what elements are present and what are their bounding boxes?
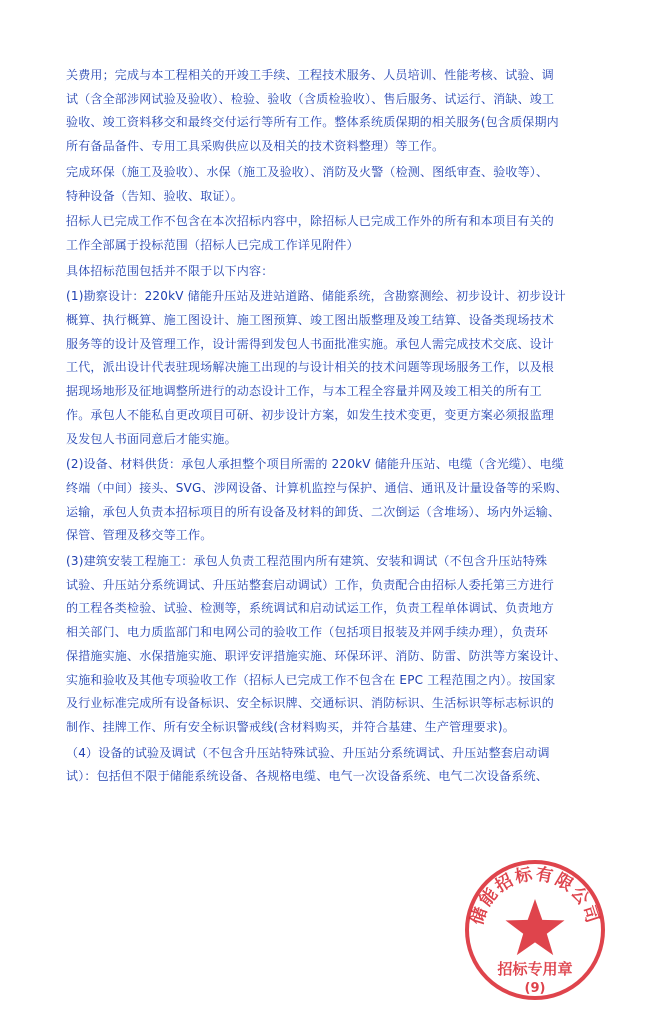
text-line: 相关部门、电力质监部门和电网公司的验收工作（包括项目报装及并网手续办理），负责环 [66,625,549,640]
text-line: (2)设备、材料供货：承包人承担整个项目所需的 220kV 储能升压站、电缆（含光缆）、电缆 [66,457,564,472]
text-line: 及发包人书面同意后才能实施。 [66,431,237,446]
text-line: 完成环保（施工及验收）、水保（施工及验收）、消防及火警（检测、图纸审查、验收等）、 [66,164,549,179]
paragraph-testing [66,742,606,789]
text-line: 运输，承包人负责本招标项目的所有设备及材料的卸货、二次倒运（含堆场）、场内外运输、 [66,504,561,519]
text-line: 验收、竣工资料移交和最终交付运行等所有工作。整体系统质保期的相关服务(包含质保期内 [66,115,559,130]
text-line: 实施和验收及其他专项验收工作（招标人已完成工作不包含在 EPC 工程范围之内）。按国家 [66,672,556,687]
seal-graphic [460,855,610,1005]
text-line: 及行业标准完成所有设备标识、安全标识牌、交通标识、消防标识、生活标识等标志标识的 [66,696,555,711]
document-body [66,64,606,789]
seal-top-text: 储能招标有限公司 [467,864,603,928]
text-line: 关费用；完成与本工程相关的开竣工手续、工程技术服务、人员培训、性能考核、试验、调 [66,68,555,82]
paragraph-design [66,285,606,451]
text-line: (1)勘察设计：220kV 储能升压站及进站道路、储能系统，含勘察测绘、初步设计、初步设计 [66,289,566,304]
text-line: 概算、执行概算、施工图设计、施工图预算、竣工图出版整理及竣工结算、设备类现场技术 [66,313,555,328]
text-line: 服务等的设计及管理工作，设计需得到发包人书面批准实施。承包人需完成技术交底、设计 [66,336,555,351]
paragraph-scope-exclusion [66,210,606,257]
text-line: 据现场地形及征地调整所进行的动态设计工作，与本工程全容量并网及竣工相关的所有工 [66,384,542,399]
text-line: 所有备品备件、专用工具采购供应以及相关的技术资料整理）等工作。 [66,139,445,154]
text-line: 作。承包人不能私自更改项目可研、初步设计方案，如发生技术变更，变更方案必须报监理 [66,407,555,422]
text-line: 终端（中间）接头、SVG、涉网设备、计算机监控与保护、通信、通讯及计量设备等的采购、 [66,480,568,495]
seal-number: (9) [524,981,546,996]
paragraph-construction [66,550,606,740]
paragraph-environmental [66,161,606,208]
text-line: 制作、挂牌工作、所有安全标识警戒线(含材料购买，并符合基建、生产管理要求)。 [66,719,515,734]
text-line: 试验、升压站分系统调试、升压站整套启动调试）工作，负责配合由招标人委托第三方进行 [66,577,555,592]
text-line: 工作全部属于投标范围（招标人已完成工作详见附件） [66,237,359,252]
text-line: 工代，派出设计代表驻现场解决施工出现的与设计相关的技术问题等现场服务工作，以及根 [66,360,555,375]
text-line: 保措施实施、水保措施实施、职评安评措施实施、环保环评、消防、防雷、防洪等方案设计、 [66,648,567,663]
seal-bottom-text: 招标专用章 [497,960,573,978]
text-line: 保管、管理及移交等工作。 [66,528,213,543]
text-line: 招标人已完成工作不包含在本次招标内容中，除招标人已完成工作外的所有和本项目有关的 [66,214,555,229]
text-line: 的工程各类检验、试验、检测等，系统调试和启动试运工作，负责工程单体调试、负责地方 [66,601,555,616]
paragraph-scope-intro [66,260,606,284]
text-line: 试）：包括但不限于储能系统设备、各规格电缆、电气一次设备系统、电气二次设备系统、 [66,769,549,784]
paragraph-equipment-supply [66,453,606,548]
company-seal [460,855,610,1005]
text-line: 试（含全部涉网试验及验收）、检验、验收（含质检验收）、售后服务、试运行、消缺、竣工 [66,91,555,106]
paragraph-services [66,64,606,159]
text-line: （4）设备的试验及调试（不包含升压站特殊试验、升压站分系统调试、升压站整套启动调 [66,745,550,760]
text-line: (3)建筑安装工程施工：承包人负责工程范围内所有建筑、安装和调试（不包含升压站特殊 [66,554,548,569]
text-line: 具体招标范围包括并不限于以下内容： [66,263,274,278]
seal-star-icon [506,899,565,955]
text-line: 特种设备（告知、验收、取证）。 [66,188,244,203]
